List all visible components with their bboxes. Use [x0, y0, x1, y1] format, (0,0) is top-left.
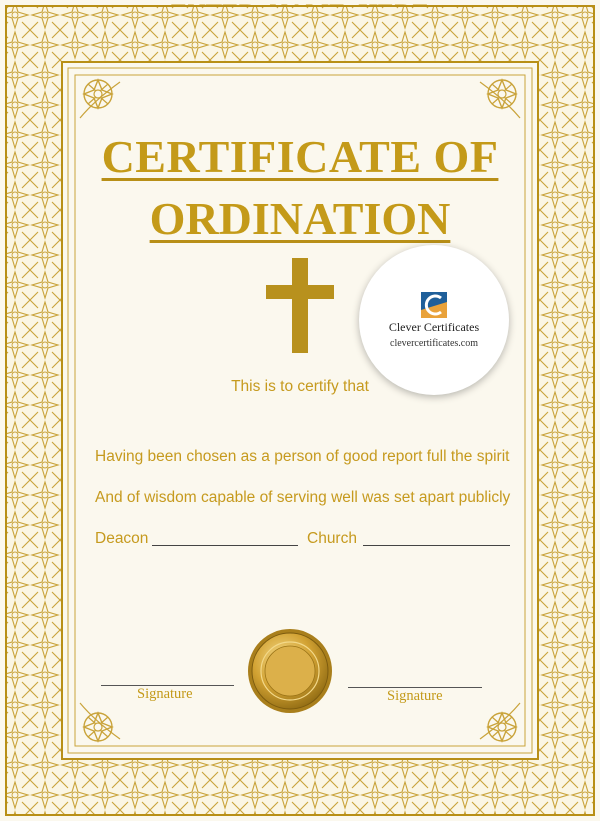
gold-seal-icon: [247, 628, 333, 714]
clever-certificates-logo-icon: [421, 292, 447, 318]
certify-text: This is to certify that: [231, 378, 369, 395]
signature-label-left: Signature: [137, 686, 193, 702]
certificate-title-line2: ORDINATION: [149, 193, 451, 244]
body-line-2: And of wisdom capable of serving well was set apart publicly: [95, 489, 511, 506]
deacon-blank-line[interactable]: [152, 545, 298, 546]
brand-name: Clever Certificates: [388, 320, 480, 334]
certificate-title-line1: CERTIFICATE OF: [101, 131, 499, 182]
clever-certificates-watermark: [359, 245, 509, 395]
church-label: Church: [307, 530, 357, 547]
body-line-1: Having been chosen as a person of good report full the spirit: [95, 448, 510, 465]
signature-label-right: Signature: [387, 688, 443, 704]
cross-icon: [266, 258, 334, 353]
deacon-label: Deacon: [95, 530, 149, 547]
church-blank-line[interactable]: [363, 545, 510, 546]
brand-url: clevercertificates.com: [390, 338, 478, 349]
